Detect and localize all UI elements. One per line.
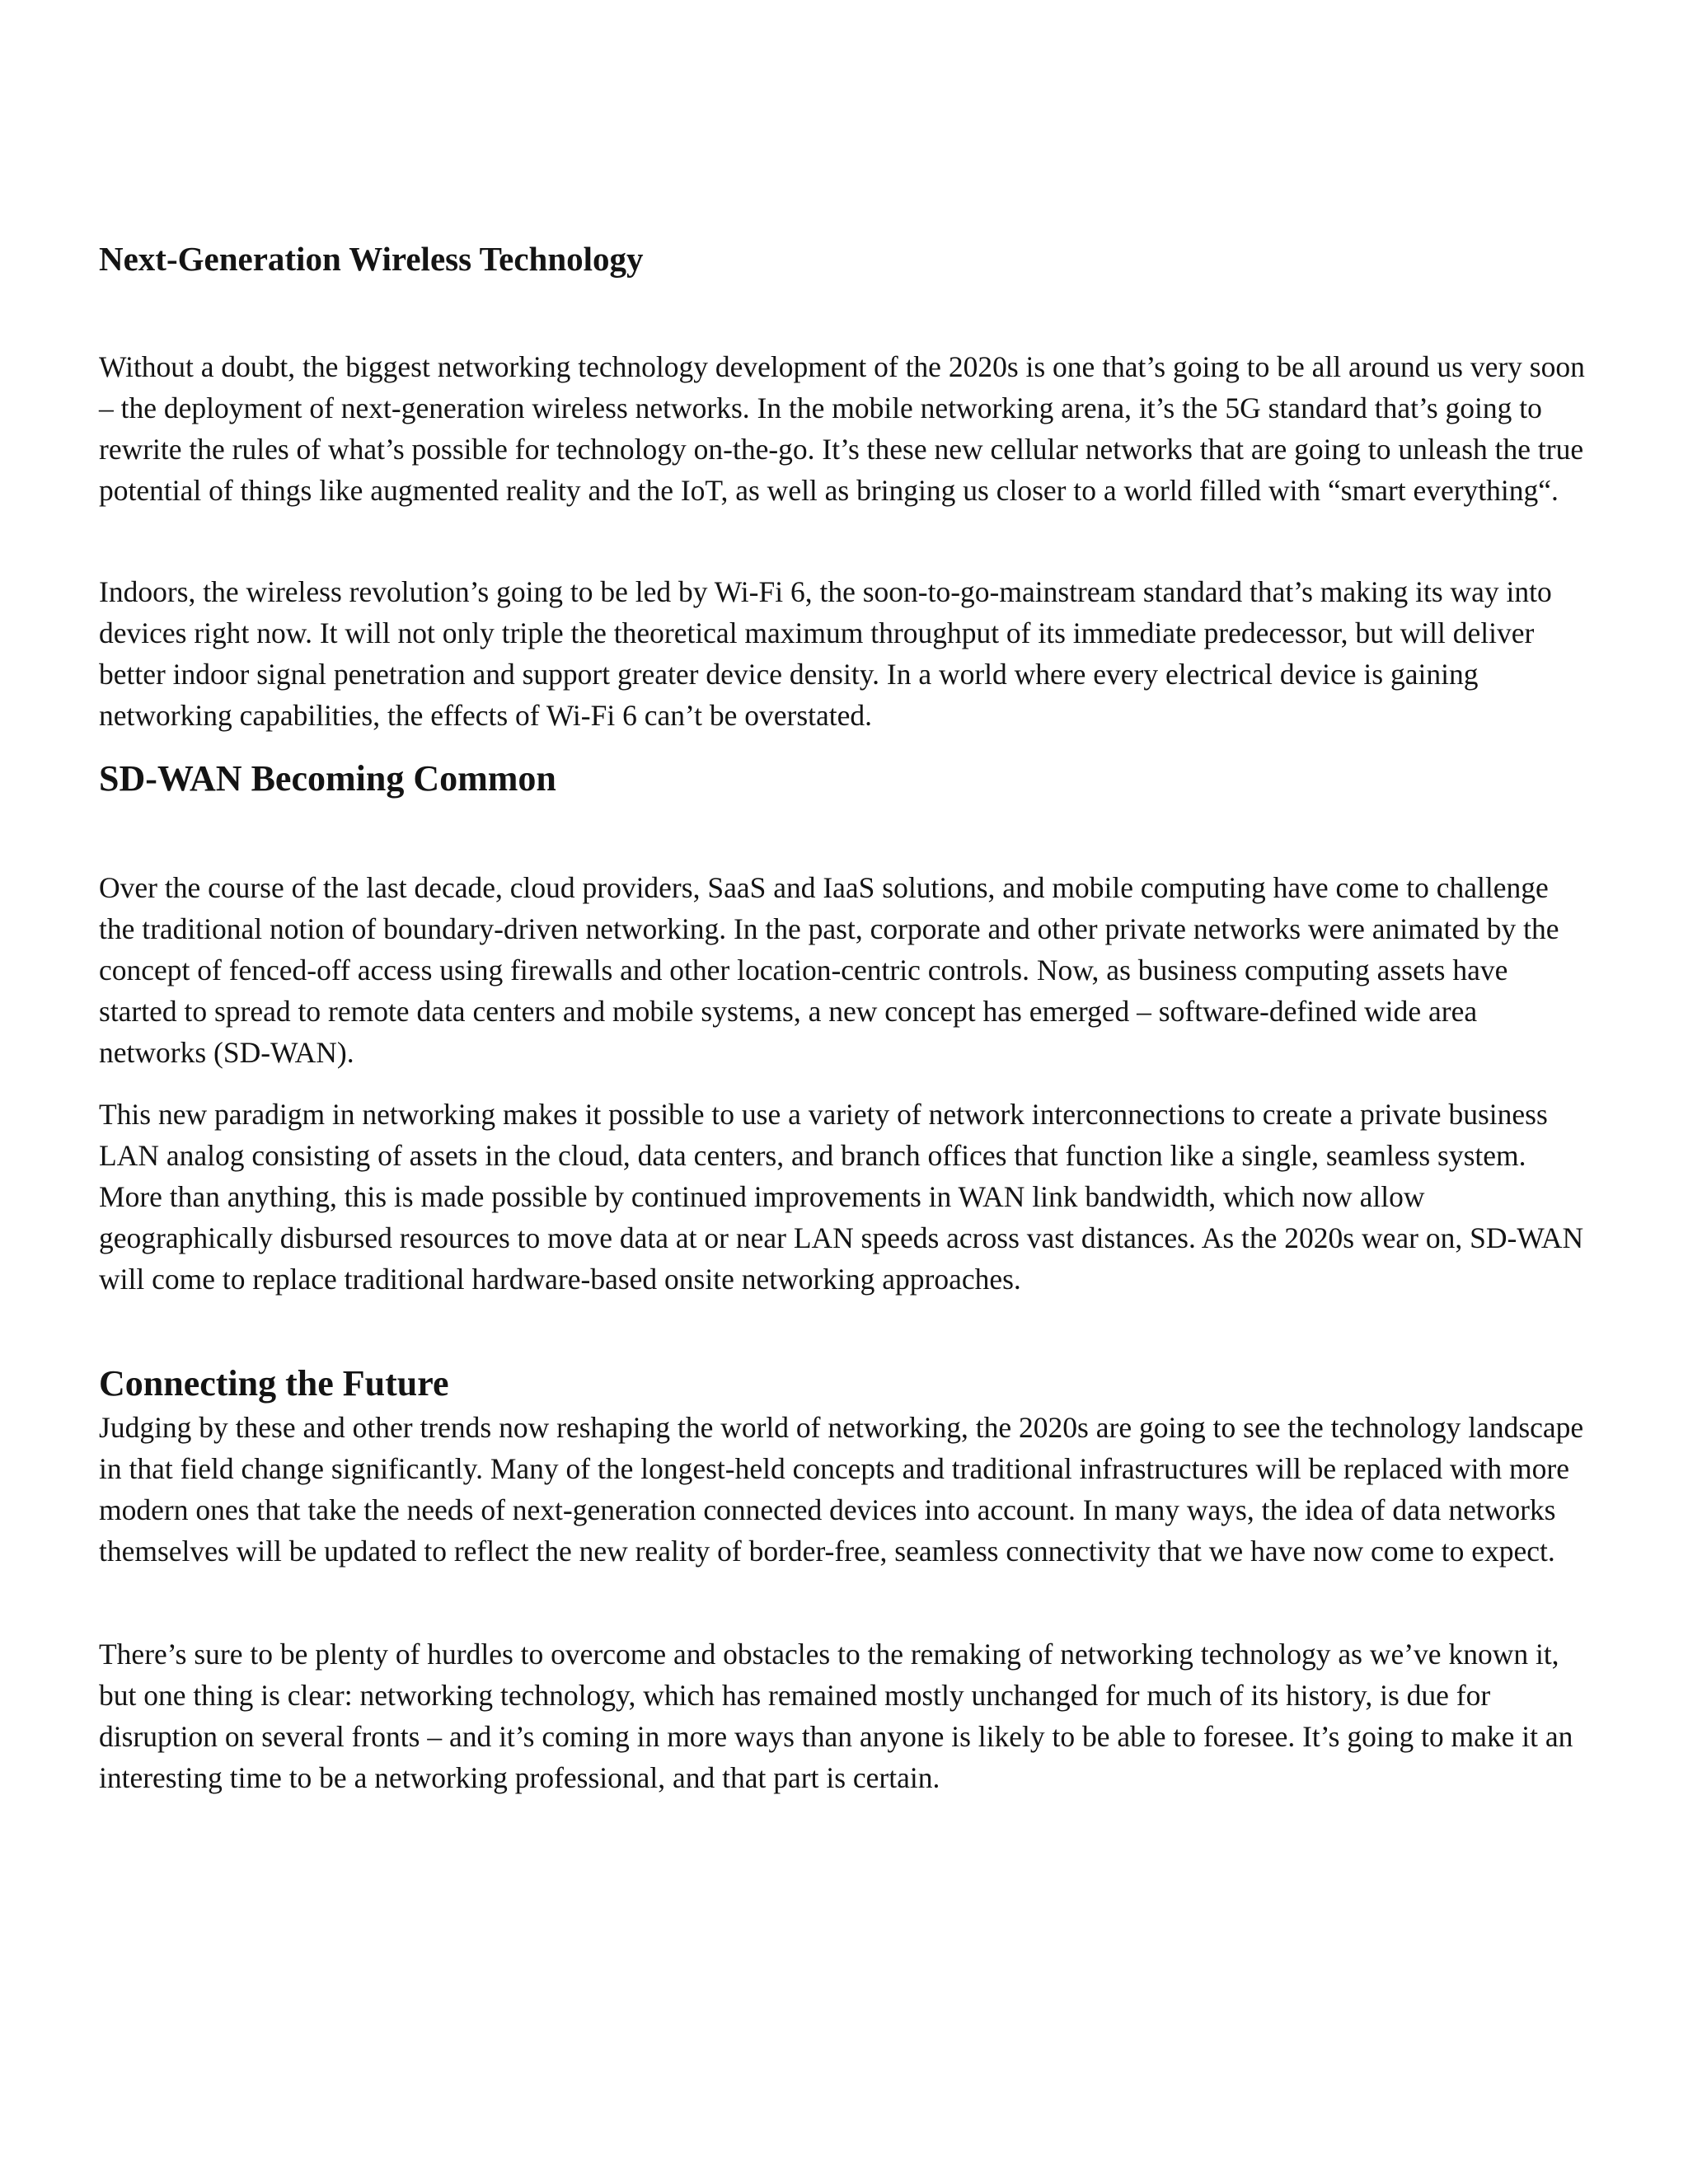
paragraph-future-hurdles: There’s sure to be plenty of hurdles to overcome and obstacles to the remaking of networking technology as we’ve known it, but one thing is clear: networking technology, which has remained mostly unchanged for much of its history, is due for disruption on several fronts – and it’s coming in more ways than anyone is likely to be able to foresee. It’s going to make it an interesting time to be a networking professional, and that part is certain. <box>99 1638 1573 1794</box>
paragraph-future-trends: Judging by these and other trends now reshaping the world of networking, the 2020s are going to see the technology landscape in that field change significantly. Many of the longest-held concepts and traditional infrastructures will be replaced with more modern ones that take the needs of next-generation connected devices into account. In many ways, the idea of data networks themselves will be updated to reflect the new reality of border-free, seamless connectivity that we have now come to expect. <box>99 1411 1584 1568</box>
section-heading-wireless: Next-Generation Wireless Technology <box>99 240 644 278</box>
paragraph-wireless-5g: Without a doubt, the biggest networking technology development of the 2020s is one that’s going to be all around us very soon – the deployment of next-generation wireless networks. In the mobile networking arena, it’s the 5G standard that’s going to rewrite the rules of what’s possible for technology on-the-go. It’s these new cellular networks that are going to unleash the true potential of things like augmented reality and the IoT, as well as bringing us closer to a world filled with “smart everything“. <box>99 350 1585 507</box>
section-heading-future: Connecting the Future <box>99 1363 449 1404</box>
paragraph-sdwan-intro: Over the course of the last decade, cloud providers, SaaS and IaaS solutions, and mobile computing have come to challenge the traditional notion of boundary-driven networking. In the past, corporate and other private networks were animated by the concept of fenced-off access using firewalls and other location-centric controls. Now, as business computing assets have started to spread to remote data centers and mobile systems, a new concept has emerged – software-defined wide area networks (SD-WAN). <box>99 871 1559 1069</box>
paragraph-wireless-wifi6: Indoors, the wireless revolution’s going to be led by Wi-Fi 6, the soon-to-go-mainstream standard that’s making its way into devices right now. It will not only triple the theoretical maximum throughput of its immediate predecessor, but will deliver better indoor signal penetration and support greater device density. In a world where every electrical device is gaining networking capabilities, the effects of Wi-Fi 6 can’t be overstated. <box>99 575 1552 732</box>
paragraph-sdwan-paradigm: This new paradigm in networking makes it possible to use a variety of network interconnections to create a private business LAN analog consisting of assets in the cloud, data centers, and branch offices that function like a single, seamless system. More than anything, this is made possible by continued improvements in WAN link bandwidth, which now allow geographically disbursed resources to move data at or near LAN speeds across vast distances. As the 2020s wear on, SD-WAN will come to replace traditional hardware-based onsite networking approaches. <box>99 1098 1584 1296</box>
section-heading-sdwan: SD-WAN Becoming Common <box>99 758 556 799</box>
